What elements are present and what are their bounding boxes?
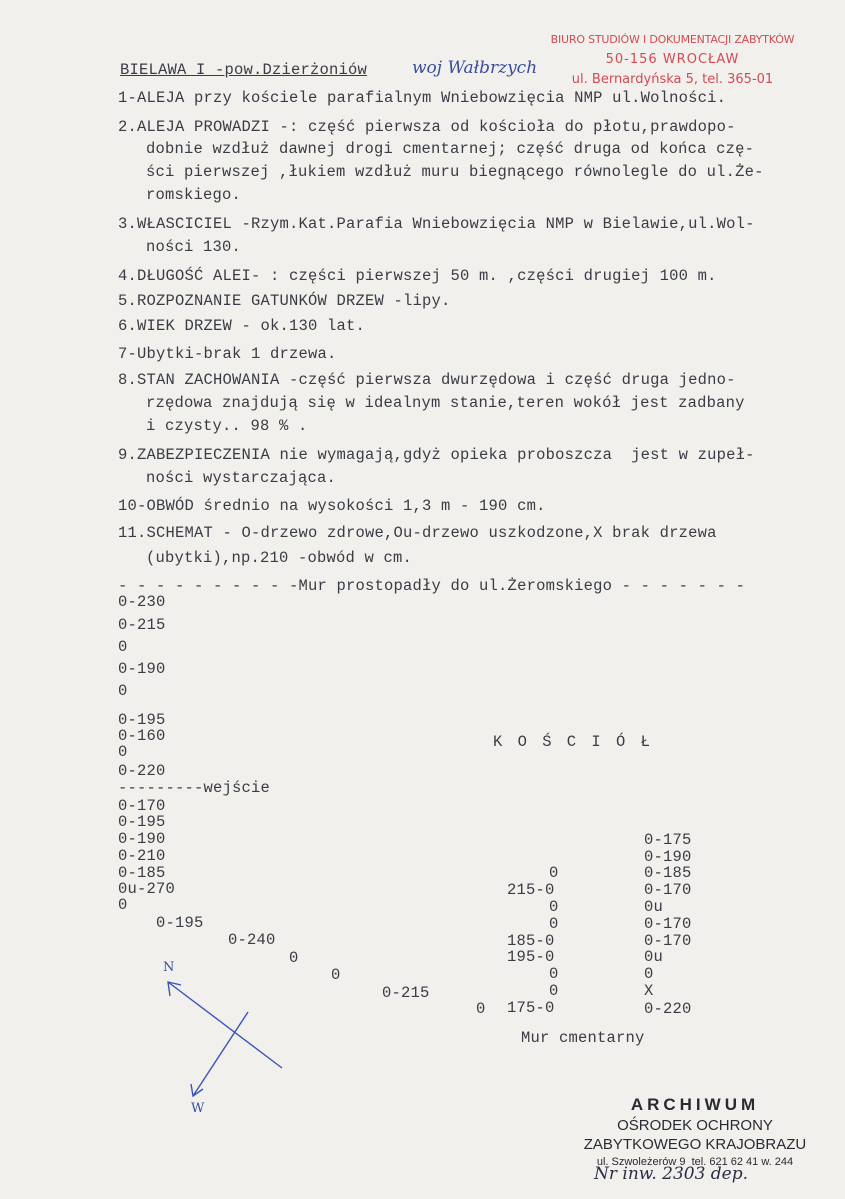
tree-left-2: 0-215 xyxy=(118,616,166,634)
tree-diag-1: 0-195 xyxy=(156,914,204,932)
tree-left2-6: 0u-270 xyxy=(118,880,176,898)
tree-left-3: 0 xyxy=(118,638,128,656)
tree-left2-5: 0-185 xyxy=(118,864,166,882)
tree-mid-5: 185-0 xyxy=(507,932,555,950)
tree-right-6: 0-170 xyxy=(644,915,692,933)
handwritten-note: woj Wałbrzych xyxy=(412,58,538,78)
tree-right-4: 0-170 xyxy=(644,881,692,899)
document-heading: BIELAWA I -pow.Dzierżoniów xyxy=(120,61,368,79)
tree-left2-7: 0 xyxy=(118,896,128,914)
tree-left2-1: 0-170 xyxy=(118,797,166,815)
text-line-15: 9.ZABEZPIECZENIA nie wymagają,gdyż opieka proboszcza jest w zupeł- xyxy=(118,446,755,464)
text-line-6: 3.WŁASCICIEL -Rzym.Kat.Parafia Wniebowzięcia NMP w Bielawie,ul.Wol- xyxy=(118,215,755,233)
tree-diag-6: 0 xyxy=(476,1000,486,1018)
tree-left-5: 0 xyxy=(118,682,128,700)
text-line-10: 6.WIEK DRZEW - ok.130 lat. xyxy=(118,317,366,335)
tree-right-10: X xyxy=(644,982,654,1000)
tree-left-1: 0-230 xyxy=(118,593,166,611)
compass-west-line xyxy=(193,1012,248,1096)
tree-diag-2: 0-240 xyxy=(228,931,276,949)
tree-right-8: 0u xyxy=(644,948,664,966)
archive-line-2: ZABYTKOWEGO KRAJOBRAZU xyxy=(583,1136,807,1153)
tree-mid-4: 0 xyxy=(549,915,559,933)
compass-w-label: W xyxy=(191,1101,205,1116)
tree-mid-2: 215-0 xyxy=(507,881,555,899)
text-line-13: rzędowa znajdują się w idealnym stanie,teren wokół jest zadbany xyxy=(146,394,745,412)
text-line-9: 5.ROZPOZNANIE GATUNKÓW DRZEW -lipy. xyxy=(118,292,451,310)
tree-diag-3: 0 xyxy=(289,949,299,967)
tree-left-9: 0-220 xyxy=(118,762,166,780)
archive-line-1: OŚRODEK OCHRONY xyxy=(617,1117,773,1134)
text-line-7: ności 130. xyxy=(146,238,242,256)
tree-mid-8: 0 xyxy=(549,982,559,1000)
text-line-19: (ubytki),np.210 -obwód w cm. xyxy=(146,549,413,567)
text-line-12: 8.STAN ZACHOWANIA -część pierwsza dwurzędowa i część druga jedno- xyxy=(118,371,736,389)
tree-left-8: 0 xyxy=(118,743,128,761)
tree-mid-9: 175-0 xyxy=(507,999,555,1017)
tree-right-3: 0-185 xyxy=(644,864,692,882)
tree-right-2: 0-190 xyxy=(644,848,692,866)
tree-right-7: 0-170 xyxy=(644,932,692,950)
schema-top-wall: - - - - - - - - - -Mur prostopadły do ul.Żeromskiego - - - - - - - xyxy=(118,577,746,595)
text-line-1: 1-ALEJA przy kościele parafialnym Wniebowzięcia NMP ul.Wolności. xyxy=(118,89,727,107)
schema-entrance: ---------wejście xyxy=(118,779,271,797)
archive-title: ARCHIWUM xyxy=(630,1095,760,1114)
schema-bottom-wall: Mur cmentarny xyxy=(521,1029,645,1047)
text-line-2: 2.ALEJA PROWADZI -: część pierwsza od kościoła do płotu,prawdopo- xyxy=(118,118,736,136)
tree-mid-3: 0 xyxy=(549,898,559,916)
tree-right-1: 0-175 xyxy=(644,831,692,849)
tree-mid-7: 0 xyxy=(549,965,559,983)
tree-left-7: 0-160 xyxy=(118,727,166,745)
text-line-4: ści pierwszej ,łukiem wzdłuż muru biegnącego równolegle do ul.Że- xyxy=(146,163,764,181)
inventory-number: Nr inw. 2303 dep. xyxy=(594,1164,749,1184)
tree-right-9: 0 xyxy=(644,965,654,983)
text-line-5: romskiego. xyxy=(146,186,242,204)
tree-left2-3: 0-190 xyxy=(118,830,166,848)
tree-left2-2: 0-195 xyxy=(118,813,166,831)
tree-right-5: 0u xyxy=(644,898,664,916)
text-line-11: 7-Ubytki-brak 1 drzewa. xyxy=(118,345,337,363)
tree-left-4: 0-190 xyxy=(118,660,166,678)
stamp-line-2: 50-156 WROCŁAW xyxy=(605,52,740,67)
stamp-line-3: ul. Bernardyńska 5, tel. 365-01 xyxy=(571,72,774,87)
text-line-18: 11.SCHEMAT - O-drzewo zdrowe,Ou-drzewo uszkodzone,X brak drzewa xyxy=(118,524,717,542)
tree-mid-6: 195-0 xyxy=(507,948,555,966)
archive-line-3: ul. Szwoleżerów 9 tel. 621 62 41 w. 244 xyxy=(596,1156,794,1168)
archive-stamp xyxy=(560,1094,830,1171)
tree-left2-4: 0-210 xyxy=(118,847,166,865)
text-line-14: i czysty.. 98 % . xyxy=(146,417,308,435)
text-line-8: 4.DŁUGOŚĆ ALEI- : części pierwszej 50 m. ,części drugiej 100 m. xyxy=(118,267,717,285)
church-label: K O Ś C I Ó Ł xyxy=(493,733,653,751)
text-line-16: ności wystarczająca. xyxy=(146,469,337,487)
tree-diag-5: 0-215 xyxy=(382,984,430,1002)
text-line-17: 10-OBWÓD średnio na wysokości 1,3 m - 190 cm. xyxy=(118,497,546,515)
tree-mid-1: 0 xyxy=(549,864,559,882)
compass-n-label: N xyxy=(163,960,175,975)
stamp-line-1: BIURO STUDIÓW I DOKUMENTACJI ZABYTKÓW xyxy=(550,33,795,46)
compass-north-line xyxy=(168,982,282,1068)
tree-left-6: 0-195 xyxy=(118,711,166,729)
tree-diag-4: 0 xyxy=(331,966,341,984)
text-line-3: dobnie wzdłuż dawnej drogi cmentarnej; część druga od końca czę- xyxy=(146,140,755,158)
tree-right-11: 0-220 xyxy=(644,1000,692,1018)
